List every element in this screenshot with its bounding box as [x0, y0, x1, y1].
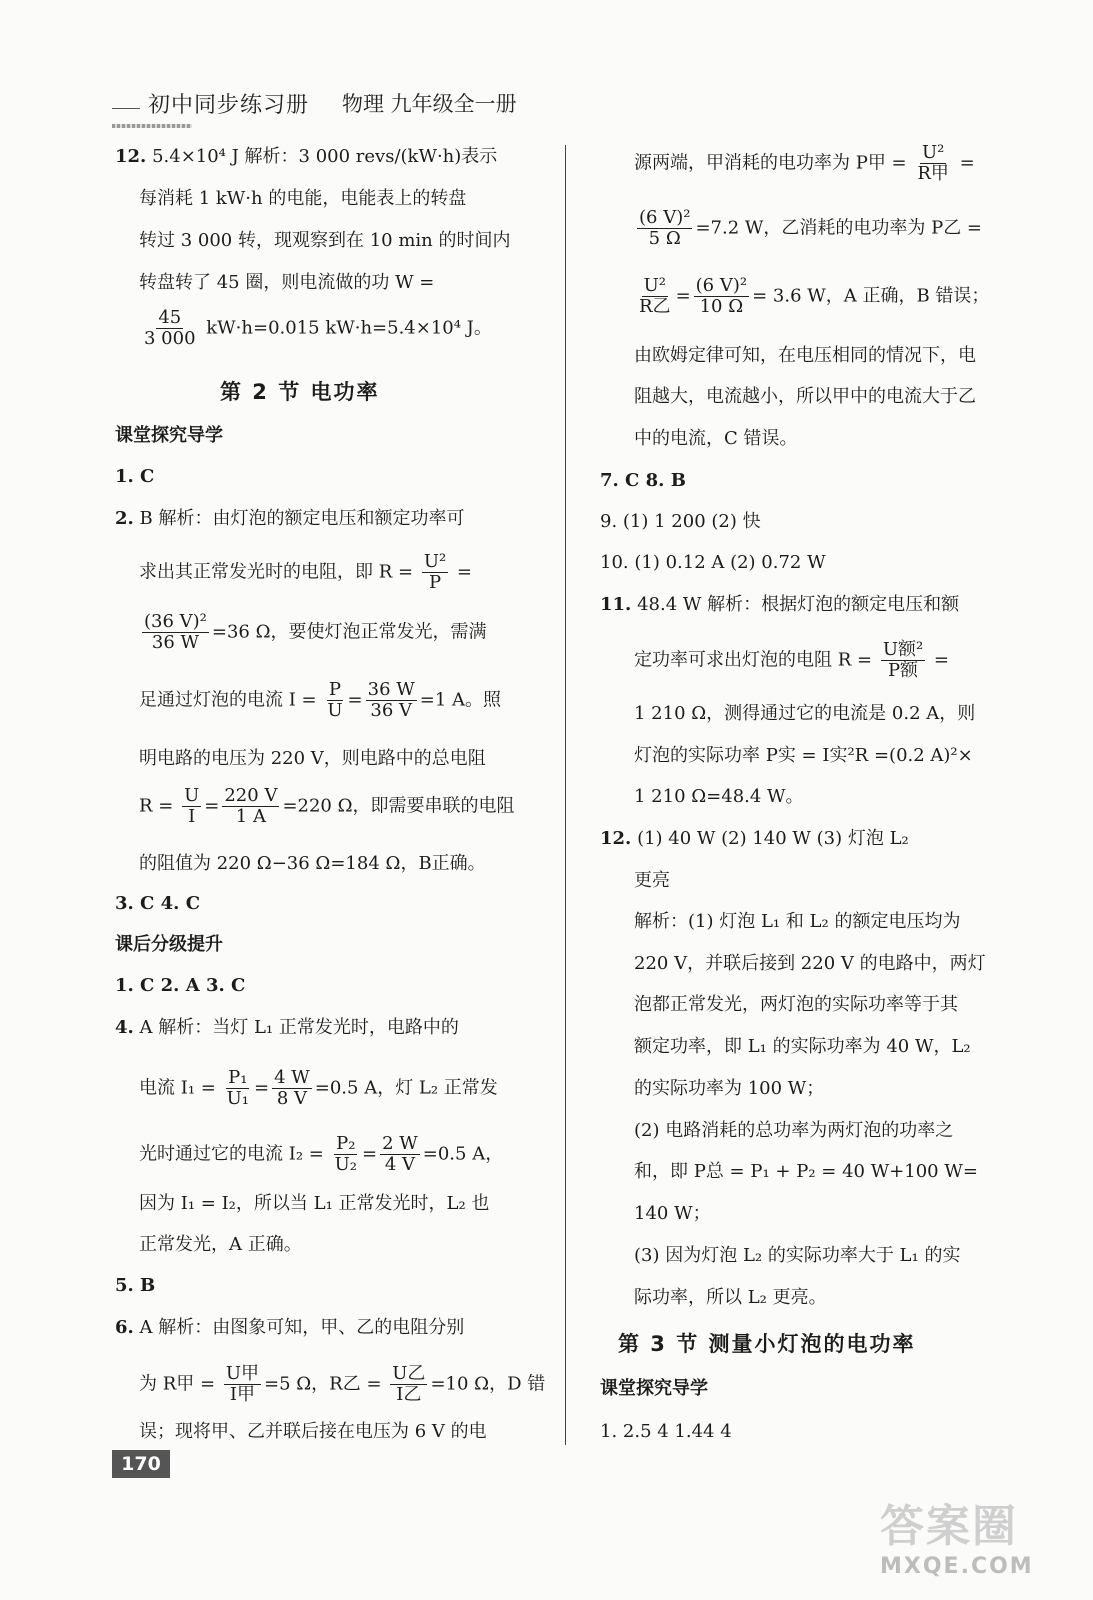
- answer-number: 12.: [600, 828, 632, 849]
- denominator: 5 Ω: [648, 228, 681, 249]
- book-subject: 物理 九年级全一册: [342, 92, 517, 116]
- answer-text: 转过 3 000 转，现观察到在 10 min 的时间内: [139, 230, 511, 251]
- watermark: [880, 1490, 1080, 1590]
- fraction: [915, 143, 951, 184]
- denominator: P额: [887, 660, 919, 681]
- fraction: [881, 640, 925, 681]
- numerator: 45: [158, 307, 182, 328]
- answer-formula: 求出其正常发光时的电阻，即 R = $\frac{\text{U²}}{P}$ =: [139, 551, 473, 593]
- denominator: R乙: [639, 296, 671, 317]
- answer-text: 光时通过它的电流 I₂ =: [139, 1143, 324, 1165]
- numerator: P₁: [228, 1067, 248, 1088]
- answer-5: 5. B: [115, 1275, 156, 1296]
- answer-11: [600, 593, 959, 617]
- fraction: [390, 1364, 427, 1405]
- fraction: [637, 208, 692, 249]
- answer-text: 明电路的电压为 220 V，则电路中的总电阻: [139, 748, 486, 769]
- numerator: (36 V)²: [144, 611, 207, 632]
- numerator: U²: [921, 142, 945, 163]
- numerator: (6 V)²: [639, 207, 691, 228]
- answer-text: 5.4×10⁴ J 解析：3 000 revs/(kW·h)表示: [152, 146, 498, 167]
- answer-formula: [139, 612, 487, 653]
- fraction: [637, 276, 673, 317]
- answer-text: 求出其正常发光时的电阻，即 R =: [139, 561, 414, 583]
- answer-text: B 解析：由灯泡的额定电压和额定功率可: [139, 508, 465, 529]
- section-title: 第 2 节 电功率: [220, 380, 380, 404]
- denominator: 8 V: [276, 1088, 308, 1109]
- answer-text: 的阻值为 220 Ω−36 Ω=184 Ω，B正确。: [139, 853, 486, 874]
- fraction: [142, 612, 209, 653]
- answer-text: 源两端，甲消耗的电功率为 P甲 =: [634, 152, 907, 174]
- fraction: [325, 680, 344, 721]
- answer-2: [115, 507, 464, 531]
- answer-text: 中的电流，C 错误。: [634, 428, 798, 449]
- page-number: 170: [112, 1450, 170, 1478]
- column-divider: [565, 145, 566, 1445]
- answer-9: 9. (1) 1 200 (2) 快: [600, 511, 761, 532]
- answer-1: 1. 2.5 4 1.44 4: [600, 1421, 732, 1442]
- denominator: U₁: [226, 1088, 249, 1109]
- numerator: U额²: [882, 639, 924, 660]
- answer-text: =7.2 W，乙消耗的电功率为 P乙 =: [695, 217, 983, 239]
- fraction: [224, 1364, 261, 1405]
- fraction: [333, 1134, 359, 1175]
- answer-text: 电流 I₁ =: [139, 1077, 216, 1099]
- answer-text: (3) 因为灯泡 L₂ 的实际功率大于 L₁ 的实: [634, 1245, 961, 1266]
- denominator: I甲: [229, 1384, 255, 1405]
- answer-text: 的实际功率为 100 W；: [634, 1078, 825, 1099]
- answer-text: 灯泡的实际功率 P实 = I实²R =(0.2 A)²×: [634, 745, 973, 766]
- numerator: 4 W: [274, 1067, 310, 1088]
- answer-text: 际功率，所以 L₂ 更亮。: [634, 1287, 827, 1308]
- answer-text: =36 Ω，要使灯泡正常发光，需满: [211, 621, 487, 643]
- answer-text: A 解析：当灯 L₁ 正常发光时，电路中的: [139, 1017, 459, 1038]
- answer-formula: [115, 1364, 545, 1405]
- answer-formula: $\frac{\text{U²}}{\text{R乙}}$ = $\frac{\text{(6 V)²}}{10 \Omega}$ = 3.6 W，A 正确，B 错误；: [639, 275, 990, 317]
- answer-4: [115, 1016, 459, 1040]
- answer-text: 更亮: [634, 870, 670, 891]
- answer-text: 误；现将甲、乙并联后接在电压为 6 V 的电: [139, 1421, 487, 1442]
- answer-text: 阻越大，电流越小，所以甲中的电流大于乙: [634, 386, 976, 407]
- answer-text: 220 V，并联后接到 220 V 的电路中，两灯: [634, 953, 986, 974]
- numerator: P₂: [336, 1133, 356, 1154]
- answer-formula: 光时通过它的电流 I₂ = $\frac{\text{P₂}}{\text{U₂}}$ = $\frac{2 W}{4 V}$ =0.5 A，: [139, 1133, 504, 1175]
- watermark-url: MXQE.COM: [880, 1554, 1034, 1579]
- answer-text: =0.5 A，灯 L₂ 正常发: [314, 1077, 498, 1099]
- answer-text: =5 Ω，R乙 =: [263, 1373, 382, 1395]
- denominator: 3 000: [144, 328, 196, 349]
- answer-text: 1 210 Ω=48.4 W。: [634, 786, 804, 807]
- answer-text: 和，即 P总 = P₁ + P₂ = 40 W+100 W=: [634, 1161, 978, 1182]
- answer-text: 140 W；: [634, 1203, 711, 1224]
- answer-text: kW·h=0.015 kW·h=5.4×10⁴ J。: [206, 317, 492, 339]
- denominator: U: [327, 700, 343, 721]
- answer-text: 足通过灯泡的电流 I =: [139, 689, 317, 711]
- denominator: 36 V: [370, 700, 413, 721]
- denominator: 4 V: [384, 1154, 416, 1175]
- numerator: 220 V: [224, 785, 278, 806]
- answer-text: (1) 40 W (2) 140 W (3) 灯泡 L₂: [637, 828, 909, 849]
- fraction: [422, 552, 448, 593]
- answer-formula: [634, 208, 982, 249]
- header-rule: [112, 124, 192, 128]
- fraction: [222, 786, 279, 827]
- numerator: U: [184, 785, 200, 806]
- answer-number: 6.: [115, 1317, 134, 1338]
- answer-text: 为 R甲 =: [139, 1373, 216, 1395]
- answer-formula: R = $\frac{U}{I}$ = $\frac{220 V}{1 A}$ =220 Ω，即需要串联的电阻: [139, 785, 515, 827]
- answer-formula: [115, 308, 492, 349]
- answer-formula: 源两端，甲消耗的电功率为 P甲 = $\frac{\text{U²}}{\text{R甲}}$ =: [634, 142, 975, 184]
- answer-6: [115, 1316, 464, 1340]
- answer-text: R =: [139, 795, 174, 817]
- answer-12: [115, 145, 497, 169]
- denominator: 1 A: [235, 806, 266, 827]
- subsection-title: 课后分级提升: [115, 934, 223, 955]
- fraction: [142, 308, 198, 349]
- header-line: [112, 108, 140, 109]
- fraction: [272, 1068, 312, 1109]
- numerator: U甲: [225, 1363, 259, 1384]
- answer-text: 泡都正常发光，两灯泡的实际功率等于其: [634, 994, 958, 1015]
- answer-text: =220 Ω，即需要串联的电阻: [282, 795, 515, 817]
- answer-1: 1. C: [115, 466, 155, 487]
- subsection-title: 课堂探究导学: [115, 425, 223, 446]
- denominator: R甲: [917, 163, 949, 184]
- numerator: 36 W: [367, 679, 415, 700]
- answer-text: 定功率可求出灯泡的电阻 R =: [634, 649, 873, 671]
- answer-1-3: 1. C 2. A 3. C: [115, 975, 246, 996]
- answer-number: 12.: [115, 146, 147, 167]
- numerator: U²: [643, 275, 666, 296]
- fraction: [225, 1068, 251, 1109]
- answer-7-8: 7. C 8. B: [600, 470, 686, 491]
- answer-number: 4.: [115, 1017, 134, 1038]
- answer-text: 因为 I₁ = I₂，所以当 L₁ 正常发光时，L₂ 也: [139, 1193, 490, 1214]
- watermark-logo: 答案圈: [880, 1501, 1018, 1552]
- answer-text: 1 210 Ω，测得通过它的电流是 0.2 A，则: [634, 703, 976, 724]
- answer-3-4: 3. C 4. C: [115, 893, 201, 914]
- answer-text: = 3.6 W，A 正确，B 错误；: [752, 285, 990, 307]
- answer-text: 转盘转了 45 圈，则电流做的功 W =: [139, 272, 435, 293]
- page-header: [112, 88, 532, 138]
- denominator: 36 W: [151, 632, 200, 653]
- subsection-title: 课堂探究导学: [600, 1378, 708, 1399]
- denominator: U₂: [334, 1154, 357, 1175]
- answer-text: 48.4 W 解析：根据灯泡的额定电压和额: [637, 594, 960, 615]
- numerator: 2 W: [382, 1133, 418, 1154]
- numerator: P: [328, 679, 342, 700]
- fraction: [366, 680, 417, 721]
- answer-text: =10 Ω，D 错: [430, 1373, 546, 1395]
- book-title: 初中同步练习册: [148, 93, 310, 118]
- answer-text: 额定功率，即 L₁ 的实际功率为 40 W，L₂: [634, 1036, 971, 1057]
- answer-number: 2.: [115, 508, 134, 529]
- answer-formula: 足通过灯泡的电流 I = $\frac{P}{U}$ = $\frac{36 W}{36 V}$ =1 A。照: [139, 679, 502, 721]
- denominator: I: [188, 806, 196, 827]
- denominator: P: [428, 572, 442, 593]
- answer-number: 11.: [600, 594, 632, 615]
- fraction: [182, 786, 201, 827]
- denominator: I乙: [396, 1384, 422, 1405]
- denominator: 10 Ω: [699, 296, 744, 317]
- answer-text: 每消耗 1 kW·h 的电能，电能表上的转盘: [139, 188, 467, 209]
- answer-text: 解析：(1) 灯泡 L₁ 和 L₂ 的额定电压均为: [634, 911, 961, 932]
- answer-text: (2) 电路消耗的总功率为两灯泡的功率之: [634, 1120, 954, 1141]
- answer-10: 10. (1) 0.12 A (2) 0.72 W: [600, 552, 826, 573]
- fraction: [694, 276, 749, 317]
- answer-text: =1 A。照: [419, 689, 502, 711]
- numerator: U²: [423, 551, 447, 572]
- answer-text: A 解析：由图象可知，甲、乙的电阻分别: [139, 1317, 465, 1338]
- answer-12: [600, 827, 909, 851]
- numerator: (6 V)²: [695, 275, 748, 296]
- answer-formula: 定功率可求出灯泡的电阻 R = $\frac{\text{U额²}}{\text{P额}}$ =: [634, 639, 950, 681]
- answer-formula: 电流 I₁ = $\frac{\text{P₁}}{\text{U₁}}$ = $\frac{4 W}{8 V}$ =0.5 A，灯 L₂ 正常发: [139, 1067, 498, 1109]
- section-title: 第 3 节 测量小灯泡的电功率: [618, 1332, 916, 1356]
- answer-text: 由欧姆定律可知，在电压相同的情况下，电: [634, 345, 976, 366]
- fraction: [380, 1134, 420, 1175]
- numerator: U乙: [392, 1363, 426, 1384]
- answer-text: 正常发光，A 正确。: [139, 1234, 302, 1255]
- answer-text: =0.5 A，: [422, 1143, 504, 1165]
